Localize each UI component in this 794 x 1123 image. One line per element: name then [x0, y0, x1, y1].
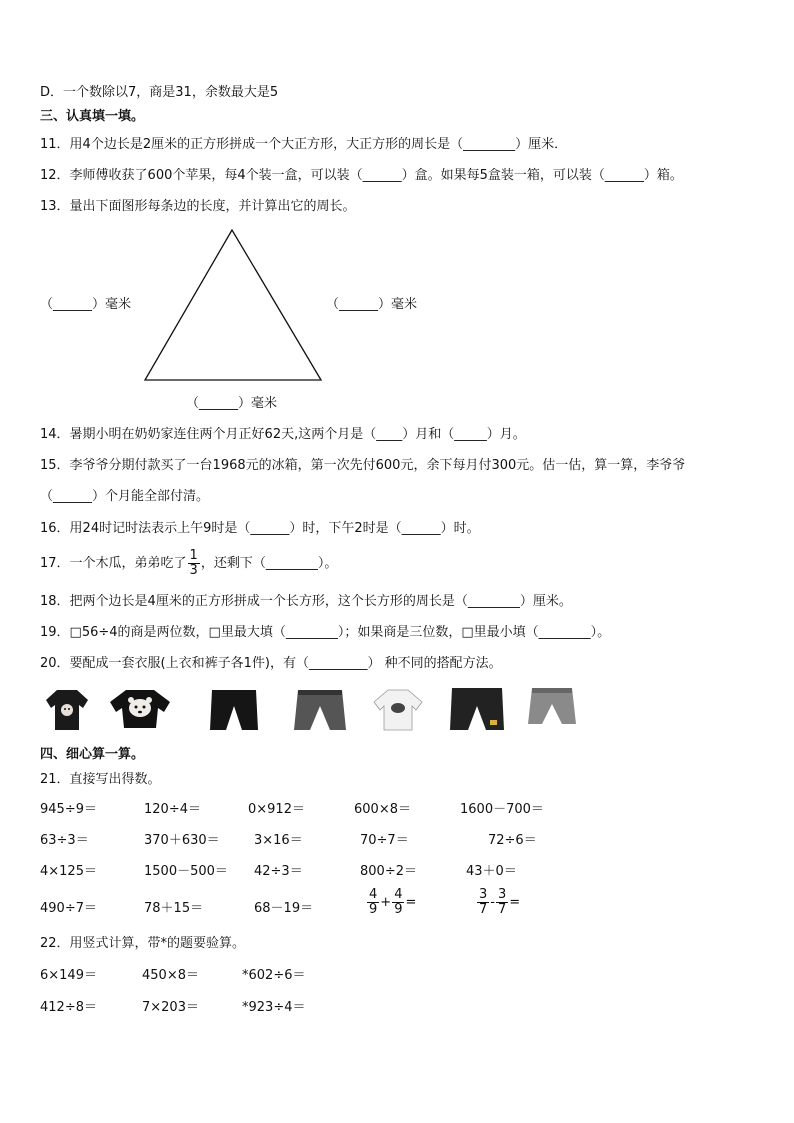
- fraction-denominator: 7: [497, 902, 507, 917]
- triangle-left-label: （______）毫米: [40, 297, 132, 312]
- question-19: 19．□56÷4的商是两位数，□里最大填（________）；如果商是三位数，□里最小填（________）。: [40, 625, 611, 640]
- triangle-figure: [140, 226, 330, 386]
- fraction-numerator: 3: [497, 887, 507, 902]
- fraction: [392, 888, 404, 917]
- calc-item: 450×8＝: [142, 968, 199, 983]
- question-14: 14．暑期小明在奶奶家连住两个月正好62天,这两个月是（____）月和（_____）月。: [40, 427, 526, 442]
- calc-item: 490÷7＝: [40, 901, 97, 916]
- fraction-numerator: 1: [189, 548, 198, 563]
- fraction-denominator: 9: [394, 902, 403, 917]
- plus-sign: +: [380, 894, 392, 910]
- fraction-one-third: [188, 549, 200, 578]
- calc-item: 3×16＝: [254, 833, 303, 848]
- calc-item: 78＋15＝: [144, 901, 204, 916]
- question-20: 20．要配成一套衣服(上衣和裤子各1件)，有（_________） 种不同的搭配方法。: [40, 656, 502, 671]
- calc-item: 1600－700＝: [460, 802, 544, 817]
- calc-item: 945÷9＝: [40, 802, 97, 817]
- fraction: [477, 888, 489, 917]
- calc-item: 120÷4＝: [144, 802, 201, 817]
- section-4-title: 四、细心算一算。: [40, 747, 145, 762]
- calc-item: 68－19＝: [254, 901, 314, 916]
- triangle-bottom-label: （______）毫米: [186, 396, 278, 411]
- question-12: 12．李师傅收获了600个苹果，每4个装一盒，可以装（______）盒。如果每5盒装一箱，可以装（______）箱。: [40, 168, 683, 183]
- question-15-line1: 15．李爷爷分期付款买了一台1968元的冰箱，第一次先付600元，余下每月付300元。估一估，算一算，李爷爷: [40, 458, 686, 473]
- question-13: 13．量出下面图形每条边的长度，并计算出它的周长。: [40, 199, 356, 214]
- question-17-suffix: ，还剩下（________）。: [200, 556, 338, 571]
- option-d: D．一个数除以7，商是31，余数最大是5: [40, 85, 279, 100]
- pants-dark-icon: [446, 684, 508, 734]
- question-16: 16．用24时记时法表示上午9时是（______）时，下午2时是（______）时。: [40, 521, 480, 536]
- pants-black-icon: [206, 684, 262, 734]
- calc-item: 4×125＝: [40, 864, 97, 879]
- fraction-addition: [366, 888, 416, 917]
- equals-sign: =: [509, 894, 521, 910]
- calc-item: 800÷2＝: [360, 864, 417, 879]
- sweater-dark-icon: [42, 684, 92, 734]
- calc-item: 6×149＝: [40, 968, 97, 983]
- sweater-white-icon: [370, 684, 426, 734]
- calc-item: 412÷8＝: [40, 1000, 97, 1015]
- equals-sign: =: [405, 894, 417, 910]
- fraction-denominator: 3: [189, 563, 198, 578]
- fraction-subtraction: [476, 888, 520, 917]
- clothes-images: [40, 684, 600, 736]
- calc-item: 600×8＝: [354, 802, 411, 817]
- sweater-bear-icon: [106, 684, 174, 734]
- question-17-prefix: 17．一个木瓜，弟弟吃了: [40, 556, 187, 571]
- calc-item: *602÷6＝: [242, 968, 306, 983]
- calc-item: 0×912＝: [248, 802, 305, 817]
- question-15-line2: （______）个月能全部付清。: [40, 489, 210, 504]
- fraction: [496, 888, 508, 917]
- triangle-right-label: （______）毫米: [326, 297, 418, 312]
- calc-item: 70÷7＝: [360, 833, 409, 848]
- fraction-numerator: 3: [479, 887, 488, 902]
- calc-item: 72÷6＝: [488, 833, 537, 848]
- calc-item: 42÷3＝: [254, 864, 303, 879]
- minus-sign: -: [490, 894, 495, 910]
- calc-item: *923÷4＝: [242, 1000, 306, 1015]
- calc-item: 63÷3＝: [40, 833, 89, 848]
- pants-grey-icon: [290, 684, 350, 734]
- question-11: 11．用4个边长是2厘米的正方形拼成一个大正方形，大正方形的周长是（________）厘米．: [40, 137, 568, 152]
- triangle-shape: [145, 230, 321, 380]
- fraction-numerator: 4: [394, 887, 403, 902]
- question-22: 22．用竖式计算，带*的题要验算。: [40, 936, 246, 951]
- calc-item: 370＋630＝: [144, 833, 220, 848]
- question-21: 21．直接写出得数。: [40, 772, 161, 787]
- fraction-denominator: 9: [369, 902, 378, 917]
- calc-item: 43＋0＝: [466, 864, 517, 879]
- question-17: [40, 546, 337, 582]
- fraction-numerator: 4: [369, 887, 378, 902]
- section-3-title: 三、认真填一填。: [40, 109, 145, 124]
- fraction-denominator: 7: [479, 902, 488, 917]
- question-18: 18．把两个边长是4厘米的正方形拼成一个长方形，这个长方形的周长是（________）厘米。: [40, 594, 572, 609]
- fraction: [367, 888, 379, 917]
- pants-light-grey-icon: [522, 684, 580, 734]
- calc-item: 1500－500＝: [144, 864, 228, 879]
- calc-item: 7×203＝: [142, 1000, 199, 1015]
